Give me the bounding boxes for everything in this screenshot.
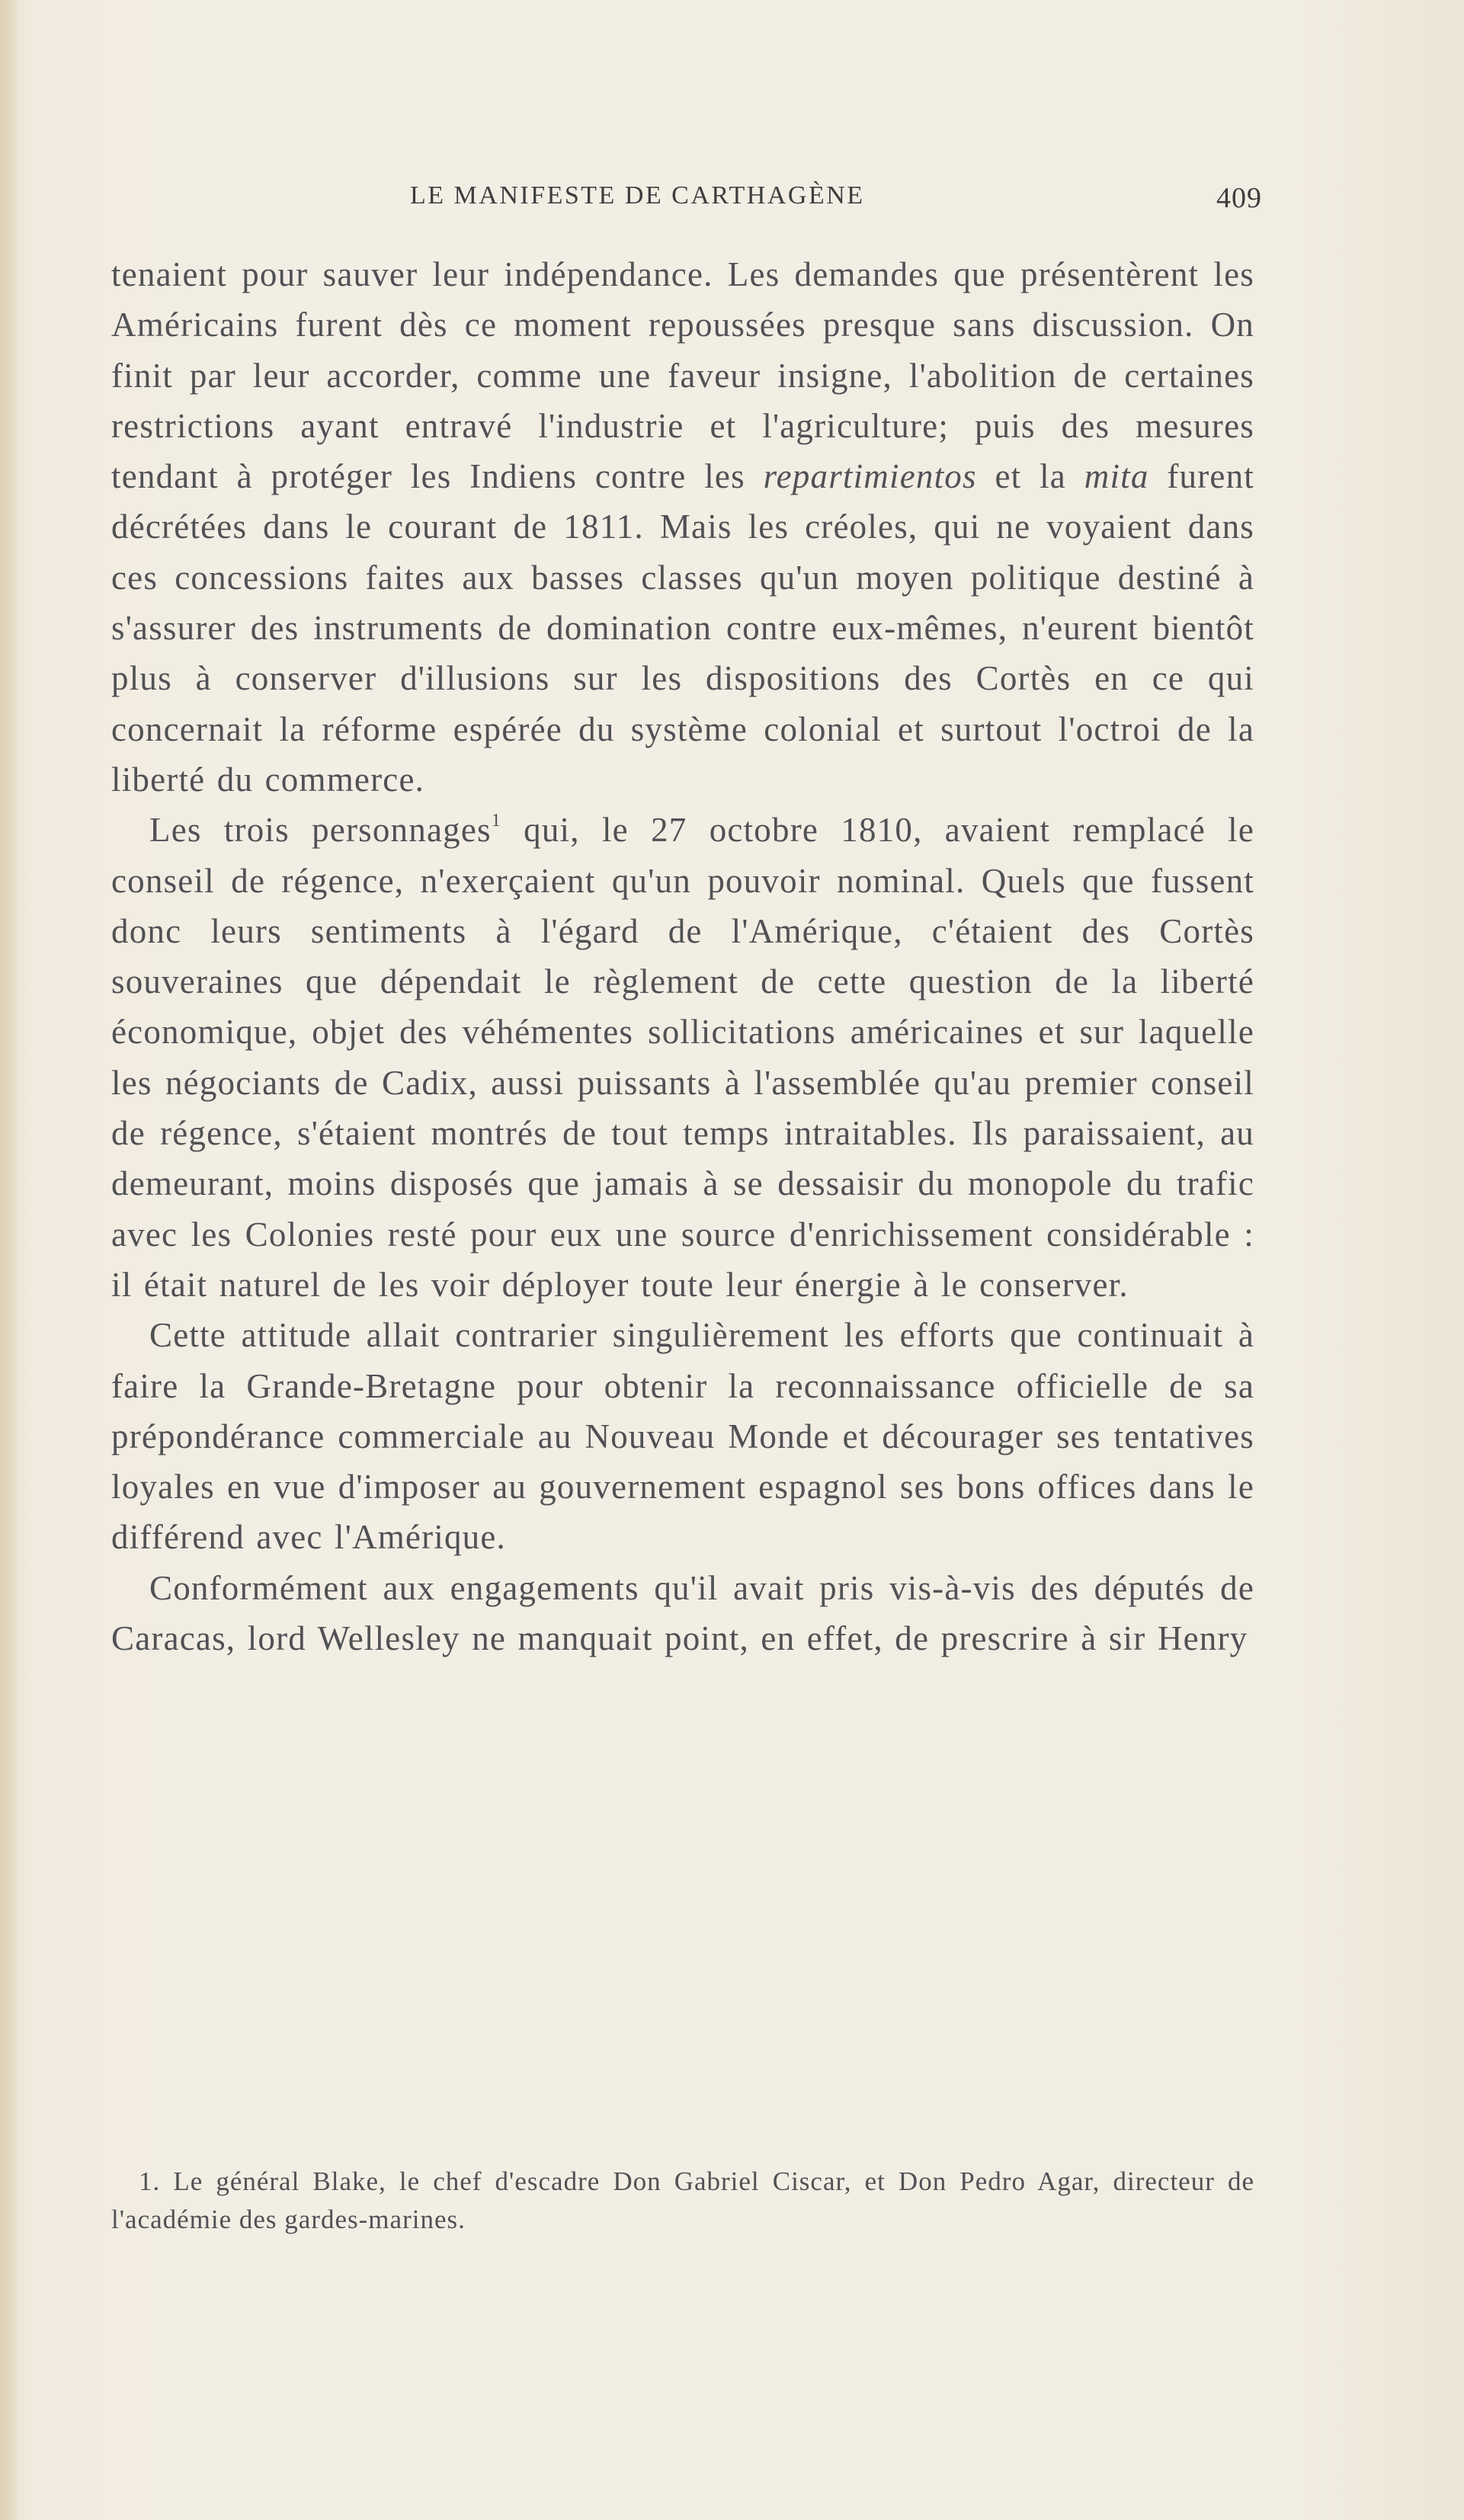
footnote bbox=[111, 2163, 1254, 2239]
paragraph-1-part-a: tenaient pour sauver leur indépendance. Les demandes que présentèrent les Américains furent dès ce moment repoussées presque sans discussion. On finit par leur accorder, comme une faveur insigne, l'abolition de certaines restrictions ayant entravé l'industrie et l'agriculture; puis des mesures tendant à protéger les Indiens contre les bbox=[111, 255, 1254, 496]
italic-term-repartimientos: repartimientos bbox=[763, 457, 977, 496]
paragraph-1-part-b: et la bbox=[976, 457, 1084, 496]
footnote-text: 1. Le général Blake, le chef d'escadre Don Gabriel Ciscar, et Don Pedro Agar, directeur de l'académie des gardes-marines. bbox=[111, 2166, 1254, 2234]
paragraph-1-part-c: furent décrétées dans le courant de 1811. Mais les créoles, qui ne voyaient dans ces concessions faites aux basses classes qu'un moyen politique destiné à s'assurer des instruments de domination contre eux-mêmes, n'eurent bientôt plus à conserver d'illusions sur les dispositions des Cortès en ce qui concernait la réforme espérée du système colonial et surtout l'octroi de la liberté du commerce. bbox=[111, 457, 1254, 799]
page-number: 409 bbox=[1216, 182, 1262, 214]
body-text bbox=[111, 249, 1254, 1663]
paragraph-4: Conformément aux engagements qu'il avait pris vis-à-vis des députés de Caracas, lord Wellesley ne manquait point, en effet, de prescrire à sir Henry bbox=[111, 1568, 1254, 1658]
paragraph-2-part-b: qui, le 27 octobre 1810, avaient remplacé le conseil de régence, n'exerçaient qu'un pouvoir nominal. Quels que fussent donc leurs sentiments à l'égard de l'Amérique, c'étaient des Cortès souveraines que dépendait le règlement de cette question de la liberté économique, objet des véhémentes sollicitations américaines et sur laquelle les négociants de Cadix, aussi puissants à l'assemblée qu'au premier conseil de régence, s'étaient montrés de tout temps intraitables. Ils paraissaient, au demeurant, moins disposés que jamais à se dessaisir du monopole du trafic avec les Colonies resté pour eux une source d'enrichissement considérable : il était naturel de les voir déployer toute leur énergie à le conserver. bbox=[111, 811, 1254, 1304]
page-edge-shadow bbox=[0, 0, 20, 2520]
paragraph-1 bbox=[111, 249, 1254, 805]
italic-term-mita: mita bbox=[1084, 457, 1149, 496]
page-header bbox=[111, 181, 1262, 227]
paragraph-3: Cette attitude allait contrarier singulièrement les efforts que continuait à faire la Grande-Bretagne pour obtenir la reconnaissance officielle de sa prépondérance commerciale au Nouveau Monde et décourager ses tentatives loyales en vue d'imposer au gouvernement espagnol ses bons offices dans le différend avec l'Amérique. bbox=[111, 1316, 1254, 1557]
paragraph-2 bbox=[111, 805, 1254, 1310]
running-title: LE MANIFESTE DE CARTHAGÈNE bbox=[410, 181, 865, 210]
footnote-reference: 1 bbox=[491, 811, 501, 831]
paragraph-2-part-a: Les trois personnages bbox=[149, 811, 492, 850]
